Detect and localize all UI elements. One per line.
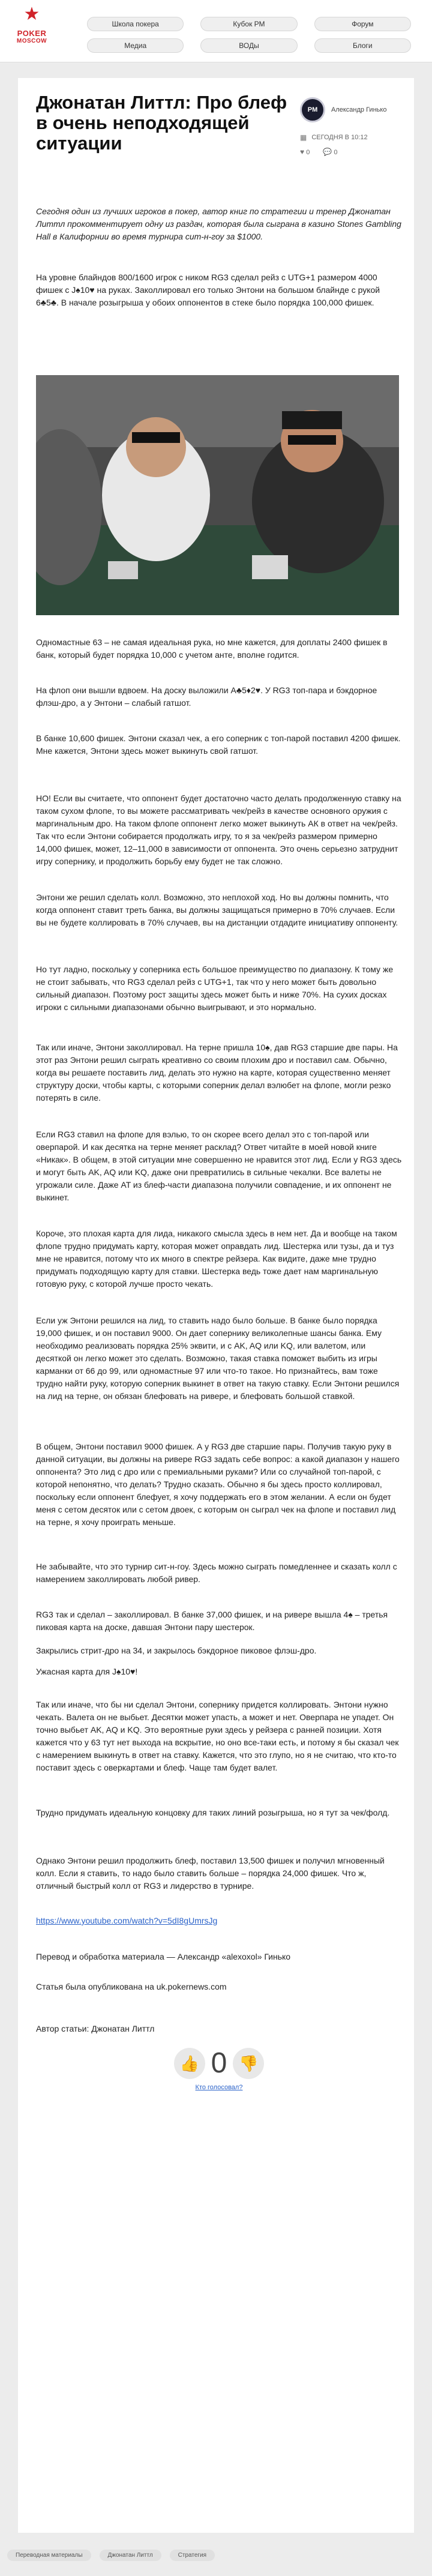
publish-date: СЕГОДНЯ В 10:12 xyxy=(311,134,368,141)
tag-item[interactable]: Джонатан Литтл xyxy=(100,2550,161,2561)
paragraph: RG3 так и сделал – заколлировал. В банке 37,000 фишек, и на ривере вышла 4♠ – третья пиковая карта на доске, давшая Энтони пару шестерок. xyxy=(36,1610,388,1632)
thumb-up-icon[interactable]: 👍 xyxy=(174,2048,205,2079)
nav-poker-school[interactable]: Школа покера xyxy=(87,17,184,31)
author-avatar[interactable]: PM xyxy=(300,97,325,122)
paragraph: В банке 10,600 фишек. Энтони сказал чек, а его соперник с топ-парой поставил 4200 фишек. Мне кажется, Энтони здесь может выкинуть свой гатшот. xyxy=(36,733,401,756)
article-intro: Сегодня один из лучших игроков в покер, автор книг по стратегии и тренер Джонатан Литтл прокомментирует одну из раздач, которая была сыграна в казино Stones Gambling Hall в Калифорнии во время турнира сит-н-гоу за $1000. xyxy=(36,206,401,241)
article-photo xyxy=(36,375,399,615)
big-like-count: 0 xyxy=(211,2047,227,2079)
paragraph: Ужасная карта для J♠10♥! xyxy=(36,1667,138,1676)
comment-icon[interactable]: 💬 xyxy=(323,148,332,156)
tag-list xyxy=(7,2550,215,2561)
paragraph: В общем, Энтони поставил 9000 фишек. А у RG3 две старшие пары. Получив такую руку в данной ситуации, вы должны на ривере RG3 задать себе вопрос: а какой диапазон у нашего оппонента? Это лид с дро или с премиальными руками? Или со случайной топ-парой, с которой непонятно, что делать? Трудно сказать. Обычно я бы здесь просто коллировал, поскольку если оппонент блефует, я хочу поддержать его в этом желании. А если он будет меня с сетом десяток или с сетом двоек, с которым он сыграл чек на флопе и поставил лид на терне, я хочу проиграть меньше. xyxy=(36,1442,400,1527)
thumb-down-icon[interactable]: 👎 xyxy=(233,2048,264,2079)
paragraph: Энтони же решил сделать колл. Возможно, это неплохой ход. Но вы должны помнить, что когда оппонент ставит треть банка, вы должны защищаться примерно в 70% случаев. Если вы не будете коллировать в 70% случаев, вы на дистанции отдадите инициативу оппоненту. xyxy=(36,892,398,927)
author-line: Автор статьи: Джонатан Литтл xyxy=(36,2024,155,2033)
site-logo[interactable] xyxy=(11,5,53,58)
paragraph: Если RG3 ставил на флопе для вэлью, то он скорее всего делал это с топ-парой или оверпарой. И как десятка на терне меняет расклад? Ответ читайте в моей новой книге «Никак». В общем, в этой ситуации мне совершенно не нравится этот лид. Если у RG3 здесь и могут быть AK, AQ или KQ, даже они превратились в сильные чекалки. Все валеты не угрожали силе. Даже AT из блеф-части диапазона получили совпадение, и их оппонент не выкинет. xyxy=(36,1130,402,1202)
main-nav xyxy=(87,17,411,53)
paragraph: Одномастные 63 – не самая идеальная рука, но мне кажется, для доплаты 2400 фишек в банк, который будет порядка 10,000 с учетом анте, вполне годится. xyxy=(36,637,388,660)
who-voted-link[interactable]: Кто голосовал? xyxy=(195,2084,243,2091)
translation-credit: Перевод и обработка материала — Александр «alexoxol» Гинько xyxy=(36,1952,291,1961)
paragraph: На флоп они вышли вдвоем. На доску выложили A♣5♦2♥. У RG3 топ-пара и бэкдорное флэш-дро, а у Энтони – слабый гатшот. xyxy=(36,685,377,708)
nav-forum[interactable]: Форум xyxy=(314,17,411,31)
paragraph: Однако Энтони решил продолжить блеф, поставил 13,500 фишек и получил мгновенный колл. Если я ставить, то надо было ставить больше – порядка 24,000 фишек. Что ж, отличный быстрый колл от RG3 и лидерство в турнире. xyxy=(36,1856,385,1891)
paragraph: НО! Если вы считаете, что оппонент будет достаточно часто делать продолженную ставку на таком сухом флопе, то вы можете рассматривать чек/рейз в качестве основного оружия с маргинальным дро. На таком флопе оппонент легко может выкинуть АК в ответ на чек/рейз. Так что если Энтони собирается продолжать игру, то я за чек/рейз размером примерно 14,000 фишек, может, 12–11,000 в зависимости от оппонента. Это очень серьезно затруднит игру сопернику, и продолжить борьбу ему будет не так сложно. xyxy=(36,793,401,866)
nav-vody[interactable]: ВОДы xyxy=(200,38,297,53)
nav-cup-rm[interactable]: Кубок РМ xyxy=(200,17,297,31)
tag-item[interactable]: Переводная материалы xyxy=(7,2550,91,2561)
tag-item[interactable]: Стратегия xyxy=(170,2550,215,2561)
paragraph: Если уж Энтони решился на лид, то ставить надо было больше. В банке было порядка 19,000 фишек, и он поставил 9000. Он дает сопернику великолепные шансы банка. Ему необходимо реализовать порядка 25% эквити, и с AK, AQ или KQ, или валетом, или десяткой он легко может это сделать. Возможно, такая ставка поможет выбить из игры карманки от 66 до 99, или одномастные 97 или что-то такое. Но признайтесь, вам тоже трудно найти руку, которую соперник выкинет в ответ на такую ставку. Если Энтони решился на лид на терне, он обязан блефовать на ривере, и блефовать большой ставкой. xyxy=(36,1316,400,1401)
author-name[interactable]: Александр Гинько xyxy=(331,106,387,113)
article-meta xyxy=(300,97,408,156)
vote-section xyxy=(36,2047,402,2096)
paragraph: Трудно придумать идеальную концовку для таких линий розыгрыша, но я тут за чек/фолд. xyxy=(36,1808,390,1817)
paragraph: Закрылись стрит-дро на 34, и закрылось бэкдорное пиковое флэш-дро. xyxy=(36,1646,317,1655)
nav-blogs[interactable]: Блоги xyxy=(314,38,411,53)
article xyxy=(18,78,414,2533)
youtube-link[interactable]: https://www.youtube.com/watch?v=5dI8gUmrsJg xyxy=(36,1916,218,1925)
paragraph: Короче, это плохая карта для лида, никакого смысла здесь в нем нет. Да и вообще на таком флопе трудно придумать карту, которая может оправдать лид. Шестерка или тузы, да и туз мне не нравится, потому что их много в спектре рейзера. Как видите, даже мне трудно придумать подходящую карту для ставки. Шестерка ведь тоже дает нам маргинальную готовую руку, с которой лучше просто чекать. xyxy=(36,1229,397,1289)
like-count: 0 xyxy=(306,149,310,156)
source-note: Статья была опубликована на uk.pokernews.com xyxy=(36,1982,227,1991)
nav-media[interactable]: Медиа xyxy=(87,38,184,53)
article-title: Джонатан Литтл: Про блеф в очень неподходящей ситуации xyxy=(36,92,287,154)
paragraph: Но тут ладно, поскольку у соперника есть большое преимущество по диапазону. К тому же не стоит забывать, что RG3 сделал рейз с UTG+1, так что у него может быть довольно сильный диапазон. Поэтому рост защиты здесь может быть и ниже 70%. На сухих досках игроки с сильными диапазонами обычно выигрывают, и это нормально. xyxy=(36,964,394,1012)
paragraph: Не забывайте, что это турнир сит-н-гоу. Здесь можно сыграть помедленнее и сказать колл с намерением заколлировать любой ривер. xyxy=(36,1562,397,1584)
paragraph: Так или иначе, Энтони заколлировал. На терне пришла 10♠, дав RG3 старшие две пары. На этот раз Энтони решил сыграть креативно со своим плохим дро и поставил сам. Обычно, когда вы решаете поставить лид, делать это нужно на карте, которая существенно меняет структуру доски, чтобы карты, с которыми соперник делал вэлюбет на флопе, могли резко потерять в силе. xyxy=(36,1043,398,1103)
logo-text-poker: POKER xyxy=(17,29,47,38)
calendar-icon: ▦ xyxy=(300,133,307,142)
poker-players-photo xyxy=(36,375,399,615)
site-header xyxy=(0,0,432,62)
comment-count: 0 xyxy=(334,149,338,156)
paragraph: Так или иначе, что бы ни сделал Энтони, сопернику придется коллировать. Энтони нужно чекать. Валета он не выбьет. Десятки может упасть, а может и нет. Оверпара не упадет. Он точно выбьет AK, AQ и KQ. Это вероятные руки здесь у рейзера с ранней позиции. Хотя кажется что у 63 тут нет выхода на вскрытие, но оно все-таки есть, и потому я бы сказал чек с намерением выкинуть в ответ на ставку. Кажется, что это глупо, но я не считаю, что кто-то поставит здесь с оверкартами и блеф. Чаще там будет валет. xyxy=(36,1700,399,1772)
like-icon: ♥ xyxy=(300,148,305,156)
star-icon: ★ xyxy=(23,4,40,24)
logo-text-moscow: MOSCOW xyxy=(16,38,47,44)
paragraph: На уровне блайндов 800/1600 игрок с ником RG3 сделал рейз с UTG+1 размером 4000 фишек с J♠10♥ на руках. Заколлировал его только Энтони на большом блайнде с рукой 6♣5♣. В начале розыгрыша у обоих оппонентов в стеке было порядка 100,000 фишек. xyxy=(36,272,380,307)
